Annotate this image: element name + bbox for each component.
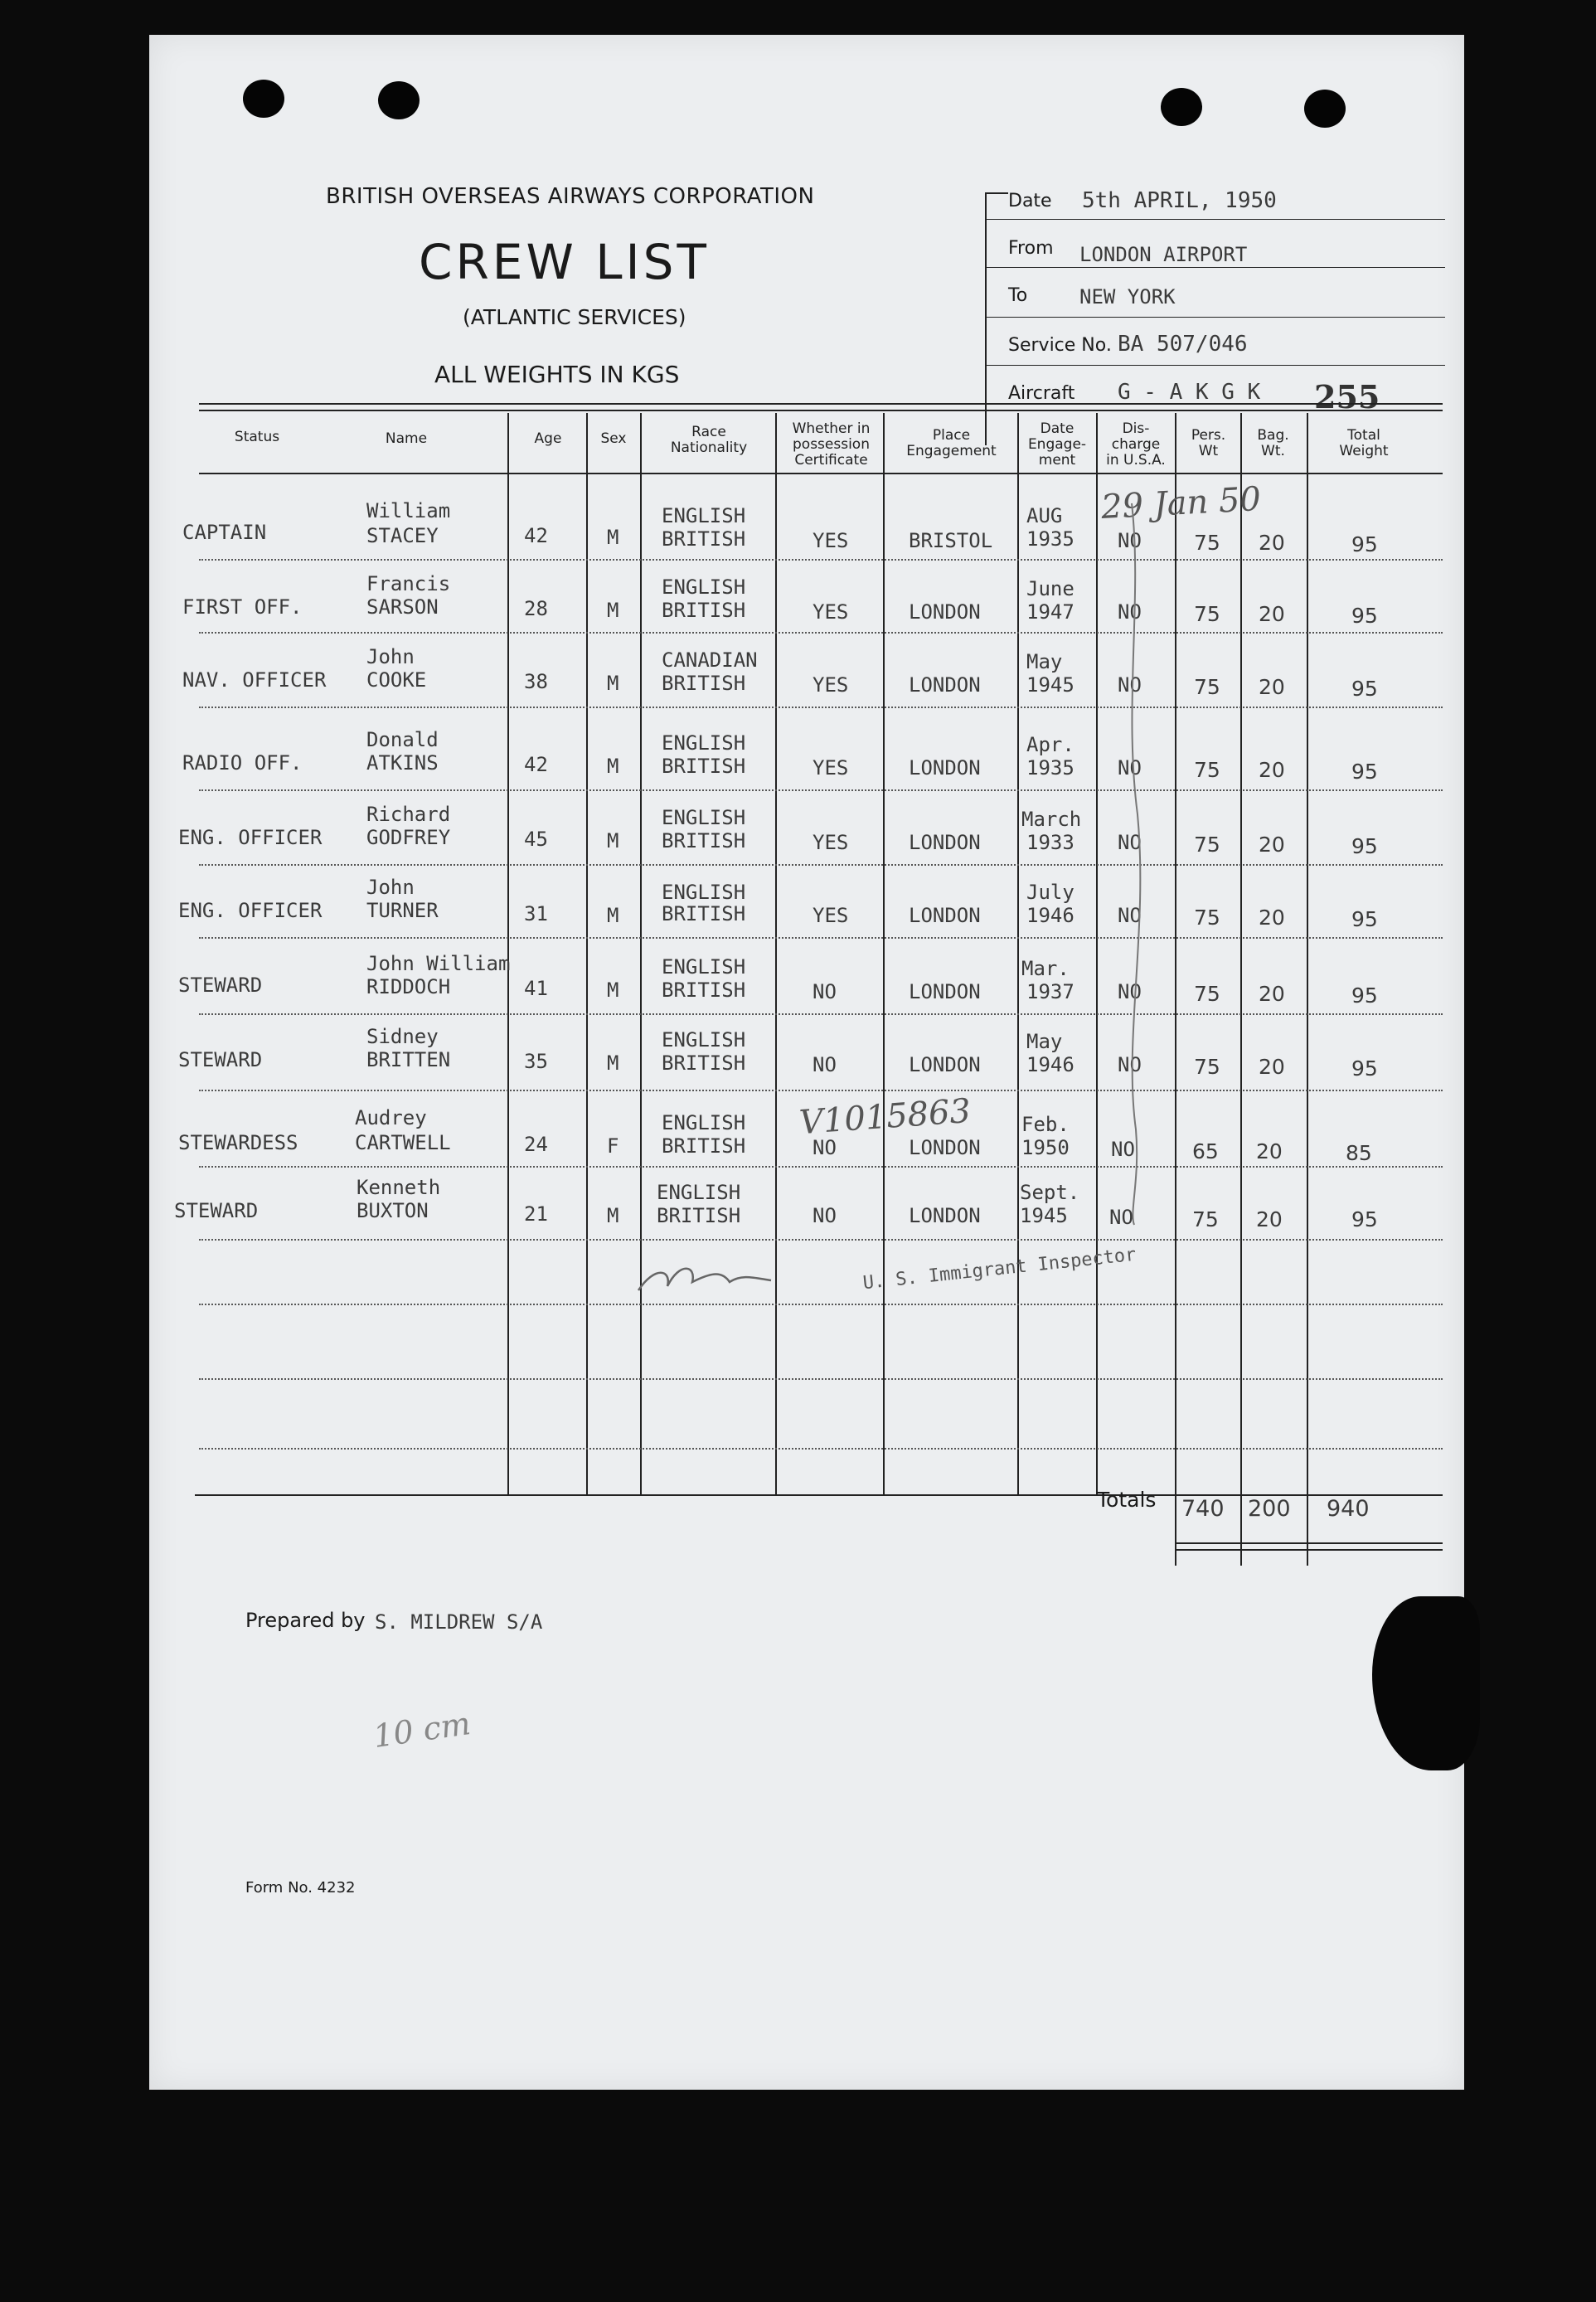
crew-date-year: 1946	[1026, 1053, 1075, 1076]
crew-discharge: NO	[1118, 600, 1142, 624]
crew-discharge: NO	[1118, 756, 1142, 779]
crew-certificate: YES	[813, 831, 849, 854]
crew-date-month: March	[1021, 808, 1082, 831]
crew-total-wt: 95	[1351, 907, 1378, 931]
crew-place: LONDON	[909, 904, 981, 927]
crew-certificate: YES	[813, 673, 849, 697]
handwritten-cert-number: V1015863	[798, 1091, 973, 1143]
flight-to: NEW YORK	[1079, 285, 1176, 308]
crew-bag-wt: 20	[1259, 758, 1285, 782]
page-subtitle: (ATLANTIC SERVICES)	[463, 305, 686, 329]
total-bag-wt: 200	[1248, 1496, 1291, 1522]
crew-discharge: NO	[1111, 1138, 1135, 1161]
column-pers-wt: Pers. Wt	[1191, 427, 1226, 459]
crew-bag-wt: 20	[1259, 531, 1285, 555]
crew-date-year: 1935	[1026, 756, 1075, 779]
crew-last-name: GODFREY	[366, 826, 451, 849]
crew-age: 38	[524, 670, 548, 693]
crew-first-name: John	[366, 645, 415, 668]
crew-last-name: SARSON	[366, 595, 439, 619]
crew-last-name: BUXTON	[357, 1199, 429, 1222]
crew-total-wt: 95	[1351, 532, 1378, 556]
crew-age: 35	[524, 1050, 548, 1073]
handwritten-vertical-line	[1119, 499, 1152, 1229]
service-label: Service No.	[1008, 335, 1112, 356]
crew-date-month: May	[1026, 1030, 1063, 1053]
crew-first-name: William	[366, 499, 451, 522]
crew-certificate: NO	[813, 1204, 837, 1227]
service-number: BA 507/046	[1118, 332, 1248, 357]
crew-pers-wt: 75	[1194, 982, 1220, 1006]
crew-first-name: Kenneth	[357, 1176, 441, 1199]
crew-bag-wt: 20	[1256, 1139, 1283, 1163]
crew-date-year: 1937	[1026, 980, 1075, 1003]
crew-nationality: BRITISH	[662, 527, 746, 551]
crew-pers-wt: 75	[1194, 675, 1220, 699]
crew-place: LONDON	[909, 831, 981, 854]
crew-bag-wt: 20	[1259, 906, 1285, 930]
to-label: To	[1008, 285, 1028, 306]
handwritten-date: 29 Jan 50	[1099, 479, 1262, 527]
crew-nationality: BRITISH	[662, 599, 746, 622]
column-age: Age	[534, 430, 562, 447]
crew-date-year: 1947	[1026, 600, 1075, 624]
crew-pers-wt: 75	[1194, 833, 1220, 857]
crew-date-month: Mar.	[1021, 957, 1070, 980]
crew-race: CANADIAN	[662, 648, 758, 672]
crew-nationality: BRITISH	[662, 1051, 746, 1075]
column-sex: Sex	[600, 430, 627, 447]
crew-pers-wt: 75	[1194, 906, 1220, 930]
crew-place: BRISTOL	[909, 529, 993, 552]
crew-nationality: BRITISH	[662, 672, 746, 695]
form-number: Form No. 4232	[245, 1879, 356, 1896]
column-certificate: Whether in possession Certificate	[792, 420, 871, 469]
inspector-stamp: U. S. Immigrant Inspector	[861, 1244, 1138, 1294]
crew-pers-wt: 75	[1194, 1055, 1220, 1079]
crew-status: STEWARD	[174, 1199, 259, 1222]
column-race-nationality: Race Nationality	[670, 424, 748, 456]
flight-date: 5th APRIL, 1950	[1082, 188, 1277, 213]
crew-sex: M	[607, 672, 619, 695]
crew-certificate: NO	[813, 1053, 837, 1076]
stamp-number: 255	[1314, 378, 1380, 415]
crew-date-month: Apr.	[1026, 733, 1075, 756]
crew-last-name: TURNER	[366, 899, 439, 922]
crew-race: ENGLISH	[662, 504, 746, 527]
crew-sex: M	[607, 526, 619, 549]
crew-date-year: 1945	[1020, 1204, 1068, 1227]
prepared-by-name: S. MILDREW S/A	[375, 1610, 543, 1634]
crew-place: LONDON	[909, 673, 981, 697]
crew-race: ENGLISH	[662, 1111, 746, 1134]
crew-status: STEWARD	[178, 974, 263, 997]
crew-place: LONDON	[909, 756, 981, 779]
crew-race: ENGLISH	[662, 731, 746, 755]
crew-first-name: John William	[366, 952, 511, 975]
crew-age: 28	[524, 597, 548, 620]
crew-discharge: NO	[1118, 529, 1142, 552]
aircraft-label: Aircraft	[1008, 383, 1075, 404]
crew-status: ENG. OFFICER	[178, 826, 323, 849]
column-status: Status	[234, 429, 280, 445]
crew-date-month: Feb.	[1021, 1113, 1070, 1136]
aircraft-registration: G - A K G K	[1118, 380, 1261, 405]
crew-certificate: NO	[813, 1136, 837, 1159]
prepared-by-label: Prepared by	[245, 1609, 366, 1632]
crew-first-name: Donald	[366, 728, 439, 751]
crew-place: LONDON	[909, 1136, 981, 1159]
crew-pers-wt: 75	[1194, 531, 1220, 555]
crew-discharge: NO	[1118, 673, 1142, 697]
flight-from: LONDON AIRPORT	[1079, 243, 1248, 266]
crew-place: LONDON	[909, 1053, 981, 1076]
crew-age: 24	[524, 1133, 548, 1156]
crew-race: ENGLISH	[662, 955, 746, 979]
crew-age: 42	[524, 524, 548, 547]
crew-status: RADIO OFF.	[182, 751, 303, 775]
crew-certificate: YES	[813, 756, 849, 779]
crew-place: LONDON	[909, 600, 981, 624]
crew-certificate: YES	[813, 600, 849, 624]
crew-first-name: John	[366, 876, 415, 899]
crew-first-name: Sidney	[366, 1025, 439, 1048]
crew-discharge: NO	[1118, 1053, 1142, 1076]
crew-nationality: BRITISH	[662, 902, 746, 925]
crew-status: STEWARDESS	[178, 1131, 298, 1154]
crew-date-year: 1946	[1026, 904, 1075, 927]
crew-sex: M	[607, 599, 619, 622]
crew-date-month: July	[1026, 881, 1075, 904]
crew-pers-wt: 75	[1192, 1207, 1219, 1231]
crew-date-year: 1950	[1021, 1136, 1070, 1159]
crew-status: STEWARD	[178, 1048, 263, 1071]
column-place-engagement: Place Engagement	[906, 427, 997, 459]
crew-sex: M	[607, 1051, 619, 1075]
crew-status: NAV. OFFICER	[182, 668, 327, 692]
crew-date-month: May	[1026, 650, 1063, 673]
from-label: From	[1008, 238, 1054, 259]
crew-sex: M	[607, 904, 619, 927]
crew-pers-wt: 65	[1192, 1139, 1219, 1163]
crew-sex: M	[607, 829, 619, 852]
column-name: Name	[385, 430, 428, 447]
punch-hole	[1304, 90, 1346, 128]
date-label: Date	[1008, 191, 1052, 211]
punch-hole	[378, 81, 420, 119]
crew-discharge: NO	[1109, 1206, 1133, 1229]
crew-age: 21	[524, 1202, 548, 1226]
total-weight: 940	[1327, 1496, 1370, 1522]
crew-total-wt: 85	[1346, 1141, 1372, 1165]
crew-bag-wt: 20	[1259, 675, 1285, 699]
crew-certificate: NO	[813, 980, 837, 1003]
crew-last-name: RIDDOCH	[366, 975, 451, 998]
crew-first-name: Audrey	[355, 1106, 427, 1129]
crew-bag-wt: 20	[1259, 833, 1285, 857]
crew-total-wt: 95	[1351, 1056, 1378, 1081]
crew-nationality: BRITISH	[662, 979, 746, 1002]
weights-note: ALL WEIGHTS IN KGS	[434, 361, 680, 388]
crew-nationality: BRITISH	[662, 829, 746, 852]
crew-pers-wt: 75	[1194, 758, 1220, 782]
crew-place: LONDON	[909, 980, 981, 1003]
crew-bag-wt: 20	[1259, 602, 1285, 626]
crew-last-name: ATKINS	[366, 751, 439, 775]
crew-sex: M	[607, 1204, 619, 1227]
crew-list-document	[149, 35, 1464, 2090]
crew-race: ENGLISH	[662, 806, 746, 829]
crew-last-name: BRITTEN	[366, 1048, 451, 1071]
crew-sex: F	[607, 1134, 619, 1158]
crew-last-name: STACEY	[366, 524, 439, 547]
company-name: BRITISH OVERSEAS AIRWAYS CORPORATION	[326, 184, 815, 209]
inspector-signature	[630, 1249, 796, 1307]
crew-race: ENGLISH	[662, 1028, 746, 1051]
crew-nationality: BRITISH	[657, 1204, 741, 1227]
column-date-engagement: Date Engage- ment	[1027, 420, 1087, 469]
crew-certificate: YES	[813, 529, 849, 552]
total-pers-wt: 740	[1181, 1496, 1225, 1522]
crew-discharge: NO	[1118, 831, 1142, 854]
column-discharge: Dis- charge in U.S.A.	[1106, 420, 1166, 469]
crew-sex: M	[607, 979, 619, 1002]
crew-bag-wt: 20	[1259, 1055, 1285, 1079]
crew-age: 41	[524, 977, 548, 1000]
crew-place: LONDON	[909, 1204, 981, 1227]
crew-total-wt: 95	[1351, 983, 1378, 1008]
crew-status: CAPTAIN	[182, 521, 267, 544]
crew-bag-wt: 20	[1256, 1207, 1283, 1231]
crew-nationality: BRITISH	[662, 1134, 746, 1158]
crew-certificate: YES	[813, 904, 849, 927]
crew-sex: M	[607, 755, 619, 778]
page-title: CREW LIST	[419, 234, 710, 290]
column-bag-wt: Bag. Wt.	[1257, 427, 1289, 459]
punch-hole	[1161, 88, 1202, 126]
crew-date-month: Sept.	[1020, 1181, 1080, 1204]
crew-date-month: AUG	[1026, 504, 1063, 527]
totals-label: Totals	[1097, 1488, 1157, 1512]
crew-first-name: Richard	[366, 803, 451, 826]
crew-pers-wt: 75	[1194, 602, 1220, 626]
crew-total-wt: 95	[1351, 677, 1378, 701]
crew-date-month: June	[1026, 577, 1075, 600]
crew-age: 42	[524, 753, 548, 776]
crew-date-year: 1933	[1026, 831, 1075, 854]
crew-nationality: BRITISH	[662, 755, 746, 778]
crew-status: FIRST OFF.	[182, 595, 303, 619]
crew-last-name: CARTWELL	[355, 1131, 451, 1154]
crew-race: ENGLISH	[662, 881, 746, 904]
crew-age: 45	[524, 828, 548, 851]
punch-hole	[243, 80, 284, 118]
crew-total-wt: 95	[1351, 604, 1378, 628]
crew-status: ENG. OFFICER	[178, 899, 323, 922]
crew-total-wt: 95	[1351, 760, 1378, 784]
crew-total-wt: 95	[1351, 834, 1378, 858]
crew-discharge: NO	[1118, 980, 1142, 1003]
crew-discharge: NO	[1118, 904, 1142, 927]
crew-total-wt: 95	[1351, 1207, 1378, 1231]
crew-first-name: Francis	[366, 572, 451, 595]
column-total-weight: Total Weight	[1339, 427, 1389, 459]
crew-race: ENGLISH	[662, 576, 746, 599]
crew-age: 31	[524, 902, 548, 925]
crew-date-year: 1945	[1026, 673, 1075, 697]
crew-date-year: 1935	[1026, 527, 1075, 551]
crew-bag-wt: 20	[1259, 982, 1285, 1006]
crew-last-name: COOKE	[366, 668, 427, 692]
crew-race: ENGLISH	[657, 1181, 741, 1204]
handwritten-note: 10 cm	[371, 1705, 473, 1755]
